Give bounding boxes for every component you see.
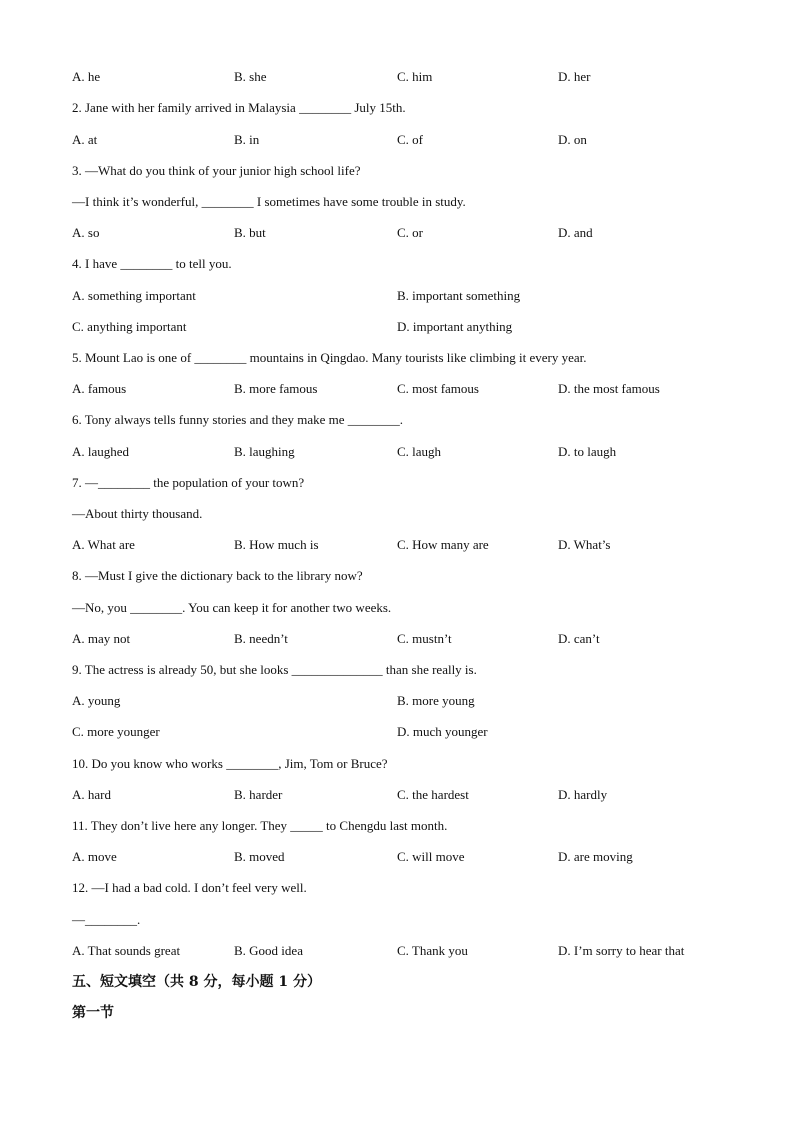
q11-option-c: C. will move [397, 849, 465, 864]
q8-option-c: C. mustn’t [397, 631, 452, 646]
q6-stem: 6. Tony always tells funny stories and they make me ________. [72, 412, 404, 427]
q4-option-a: A. something important [72, 288, 196, 303]
q8-option-a: A. may not [72, 631, 131, 646]
q10-stem: 10. Do you know who works ________, Jim, Tom or Bruce? [72, 756, 388, 771]
q9-option-c: C. more younger [72, 724, 160, 739]
q3-stem: 3. —What do you think of your junior high school life? [72, 163, 361, 178]
q6-option-b: B. laughing [234, 444, 295, 459]
q5-option-d: D. the most famous [558, 381, 660, 396]
q7-option-a: A. What are [72, 537, 135, 552]
q7-option-d: D. What’s [558, 537, 611, 552]
q10-option-b: B. harder [234, 787, 283, 802]
q12-reply: —________. [72, 912, 141, 927]
q9-stem: 9. The actress is already 50, but she looks ______________ than she really is. [72, 662, 477, 677]
q3-option-a: A. so [72, 225, 100, 240]
q10-option-d: D. hardly [558, 787, 608, 802]
q4-stem: 4. I have ________ to tell you. [72, 256, 232, 271]
q9-option-d: D. much younger [397, 724, 488, 739]
section-subheading: 第一节 [72, 1005, 114, 1021]
q12-option-d: D. I’m sorry to hear that [558, 943, 685, 958]
q7-option-b: B. How much is [234, 537, 319, 552]
q2-option-b: B. in [234, 132, 260, 147]
q8-stem: 8. —Must I give the dictionary back to the library now? [72, 568, 363, 583]
q1-option-c: C. him [397, 69, 433, 84]
q3-option-c: C. or [397, 225, 423, 240]
q6-option-a: A. laughed [72, 444, 130, 459]
q7-option-c: C. How many are [397, 537, 489, 552]
q4-option-c: C. anything important [72, 319, 187, 334]
q9-option-b: B. more young [397, 693, 475, 708]
q11-option-a: A. move [72, 849, 117, 864]
q5-option-c: C. most famous [397, 381, 479, 396]
q11-option-d: D. are moving [558, 849, 633, 864]
q8-option-b: B. needn’t [234, 631, 288, 646]
q5-option-a: A. famous [72, 381, 127, 396]
q3-option-d: D. and [558, 225, 593, 240]
q12-option-a: A. That sounds great [72, 943, 181, 958]
q10-option-a: A. hard [72, 787, 111, 802]
q8-reply: —No, you ________. You can keep it for another two weeks. [72, 600, 392, 615]
q12-option-c: C. Thank you [397, 943, 468, 958]
q3-reply: —I think it’s wonderful, ________ I sometimes have some trouble in study. [72, 194, 466, 209]
q11-stem: 11. They don’t live here any longer. They _____ to Chengdu last month. [72, 818, 448, 833]
q2-option-c: C. of [397, 132, 423, 147]
q10-option-c: C. the hardest [397, 787, 469, 802]
q7-stem: 7. —________ the population of your town? [72, 475, 305, 490]
q5-stem: 5. Mount Lao is one of ________ mountains in Qingdao. Many tourists like climbing it every year. [72, 350, 587, 365]
q1-option-a: A. he [72, 69, 101, 84]
q3-option-b: B. but [234, 225, 266, 240]
q6-option-d: D. to laugh [558, 444, 617, 459]
q4-option-d: D. important anything [397, 319, 513, 334]
q12-option-b: B. Good idea [234, 943, 303, 958]
q1-option-d: D. her [558, 69, 591, 84]
q7-reply: —About thirty thousand. [72, 506, 203, 521]
q4-option-b: B. important something [397, 288, 521, 303]
q5-option-b: B. more famous [234, 381, 318, 396]
q1-option-b: B. she [234, 69, 267, 84]
q11-option-b: B. moved [234, 849, 285, 864]
q6-option-c: C. laugh [397, 444, 442, 459]
q12-stem: 12. —I had a bad cold. I don’t feel very well. [72, 880, 307, 895]
q2-stem: 2. Jane with her family arrived in Malaysia ________ July 15th. [72, 100, 406, 115]
q2-option-a: A. at [72, 132, 98, 147]
section-heading: 五、短文填空（共 8 分，每小题 1 分） [72, 974, 321, 990]
q8-option-d: D. can’t [558, 631, 600, 646]
q2-option-d: D. on [558, 132, 587, 147]
q9-option-a: A. young [72, 693, 121, 708]
